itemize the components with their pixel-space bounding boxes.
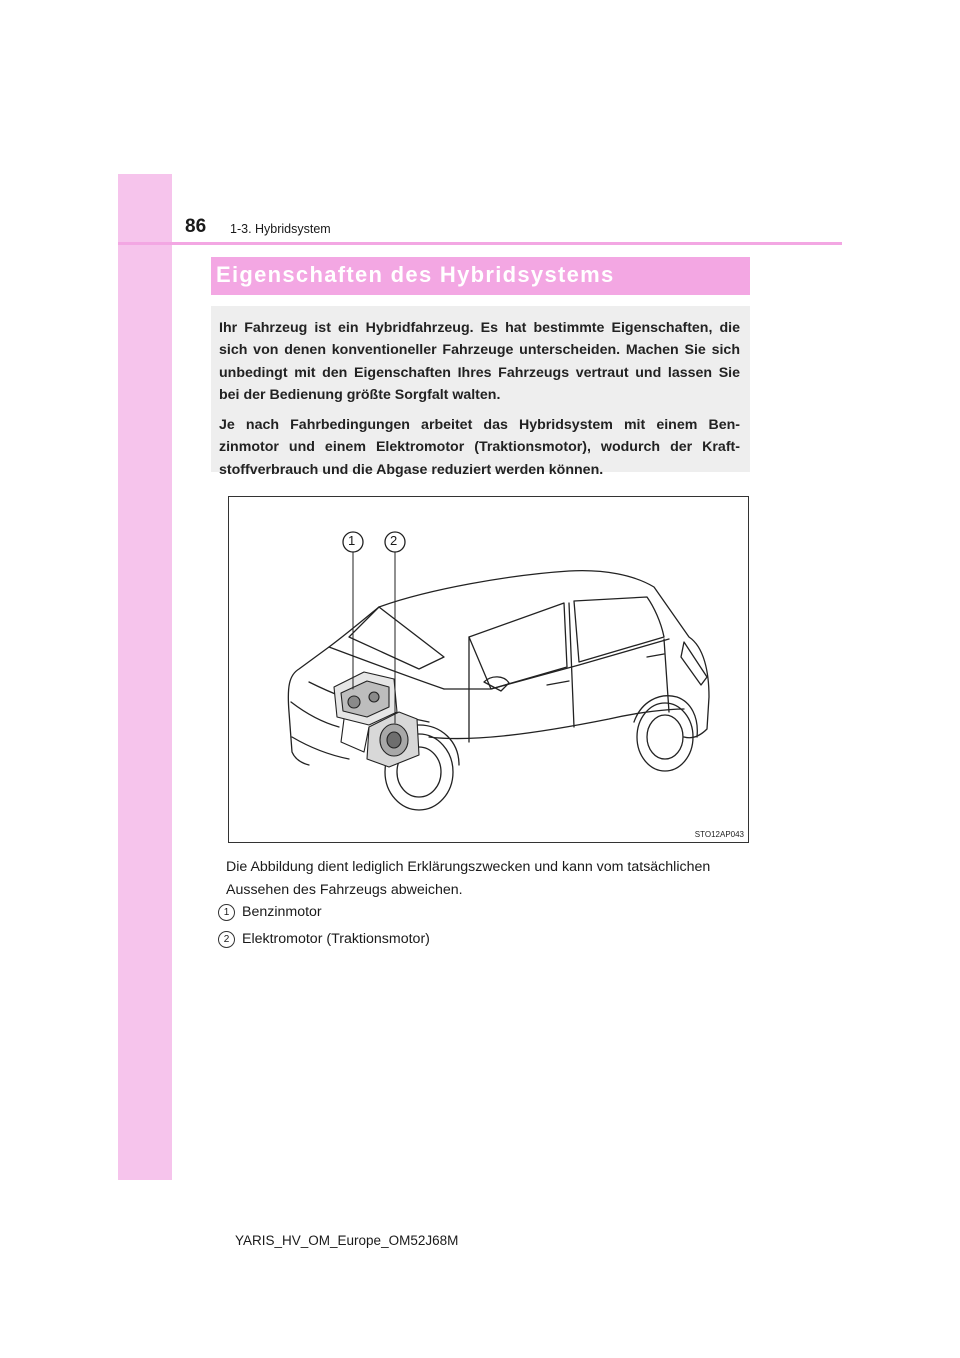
- legend-item-2: [218, 931, 430, 948]
- header-rule: [118, 242, 842, 245]
- legend-label-2: Elektromotor (Traktionsmotor): [242, 931, 430, 947]
- section-label: 1-3. Hybridsystem: [230, 222, 331, 236]
- intro-paragraph-1: Ihr Fahrzeug ist ein Hybridfahrzeug. Es hat bestimmte Eigenschaften, die sich von denen konventioneller Fahrzeuge unterscheiden. Machen Sie sich unbedingt mit den Eigenschaften Ihres Fahrzeugs vertraut und lassen Sie bei der Bedienung größte Sorgfalt walten.: [219, 320, 740, 403]
- figure-code: STO12AP043: [694, 830, 744, 839]
- car-drawing: [229, 497, 748, 842]
- legend-label-1: Benzinmotor: [242, 904, 322, 920]
- page-number: 86: [185, 216, 207, 237]
- callout-1-label: 1: [348, 533, 356, 548]
- legend-number-1: 1: [218, 904, 235, 921]
- legend-number-2: 2: [218, 931, 235, 948]
- page-title: Eigenschaften des Hybridsystems: [216, 262, 615, 287]
- figure-caption: Die Abbildung dient lediglich Erklärungszwecken und kann vom tatsächlichen Aussehen des Fahrzeugs abweichen.: [226, 859, 711, 898]
- car-illustration: [228, 496, 749, 843]
- footer-doc-id: YARIS_HV_OM_Europe_OM52J68M: [235, 1233, 459, 1248]
- legend-item-1: [218, 904, 322, 921]
- chapter-side-strip: [118, 174, 172, 1180]
- intro-box: [211, 306, 750, 478]
- intro-paragraph-2: Je nach Fahrbedingungen arbeitet das Hybridsystem mit einem Ben-zinmotor und einem Elektromotor (Traktionsmotor), wodurch der Kraft-stoffverbrauch und die Abgase reduziert werden können.: [219, 417, 740, 478]
- callout-2-label: 2: [390, 533, 398, 548]
